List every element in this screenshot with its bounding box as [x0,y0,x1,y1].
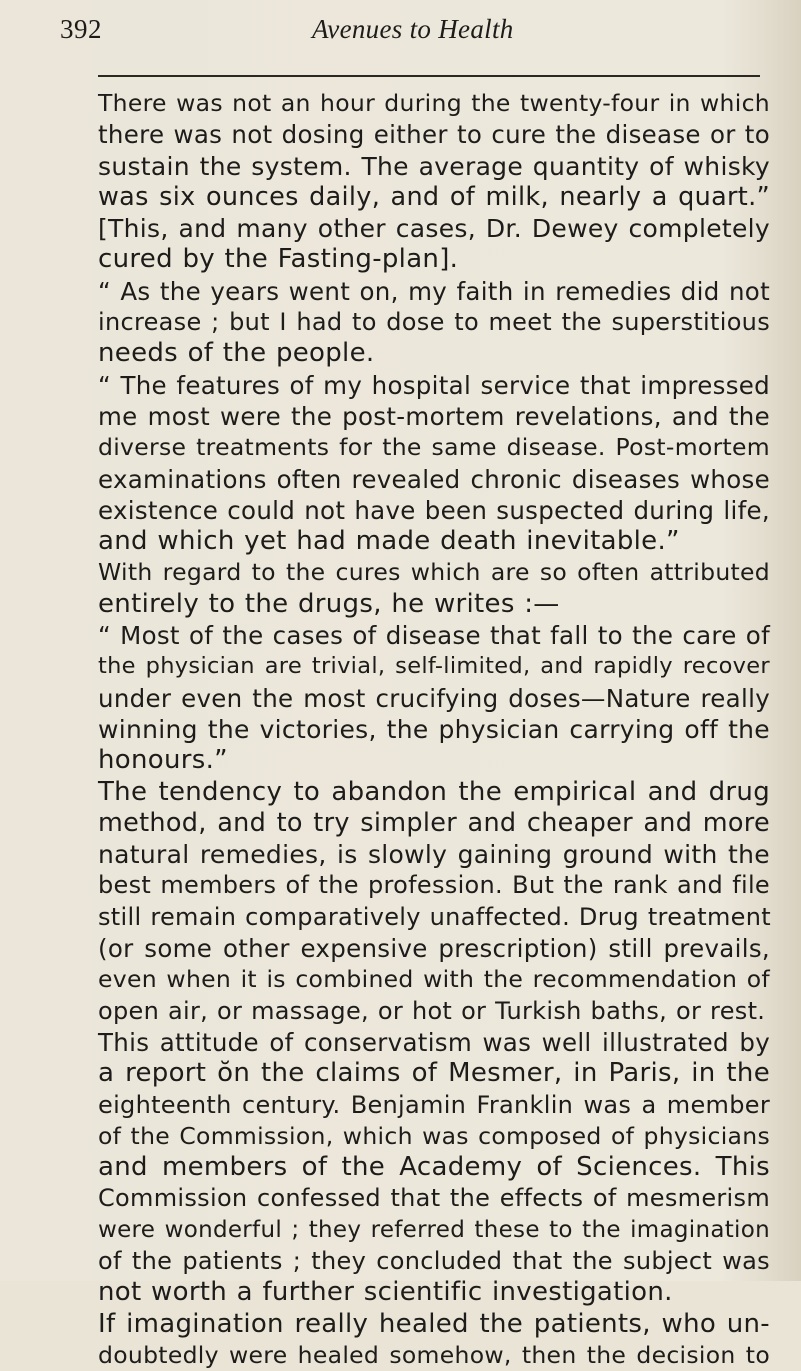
text-line: “ The features of my hospital service that impressed [98,370,770,400]
text-line: of the patients ; they concluded that the subject was [98,1246,770,1275]
text-line: were wonderful ; they referred these to the imagination [98,1216,770,1243]
text-line: increase ; but I had to dose to meet the superstitious [98,308,770,337]
text-line: If imagination really healed the patients, who un- [98,1308,770,1339]
text-line: me most were the post-mortem revelations, and the [98,401,770,431]
body-text [98,88,770,1371]
text-line: eighteenth century. Benjamin Franklin was a member [98,1090,770,1119]
text-line: examinations often revealed chronic diseases whose [98,464,770,494]
text-line: This attitude of conservatism was well illustrated by [98,1027,770,1057]
text-line: cured by the Fasting-plan]. [98,244,459,275]
header-rule [98,75,760,77]
page-header [60,14,760,54]
text-line: natural remedies, is slowly gaining ground with the [98,840,770,870]
text-line: not worth a further scientific investigation. [98,1277,673,1308]
text-line: needs of the people. [98,338,375,369]
running-head: Avenues to Health [312,14,514,44]
text-line: honours.” [98,745,228,776]
text-line: The tendency to abandon the empirical and drug [98,776,770,807]
text-line: under even the most crucifying doses—Nature really [98,683,770,713]
text-line: Commission confessed that the effects of mesmerism [98,1184,770,1213]
text-line: There was not an hour during the twenty-four in which [98,89,770,117]
text-line: With regard to the cures which are so often attributed [98,558,770,587]
text-line: and which yet had made death inevitable.” [98,526,680,557]
text-line: (or some other expensive prescription) still prevails, [98,934,770,964]
text-line: winning the victories, the physician carrying off the [98,714,770,744]
text-line: existence could not have been suspected during life, [98,495,770,525]
text-line: “ Most of the cases of disease that fall to the care of [98,621,770,651]
text-line: best members of the profession. But the rank and file [98,871,770,900]
text-line: open air, or massage, or hot or Turkish baths, or rest. [98,996,766,1025]
text-line: method, and to try simpler and cheaper and more [98,807,770,838]
text-line: sustain the system. The average quantity of whisky [98,151,770,181]
text-line: was six ounces daily, and of milk, nearly a quart.” [98,181,770,212]
text-line: diverse treatments for the same disease. Post-mortem [98,433,770,462]
text-line: a report ŏn the claims of Mesmer, in Paris, in the [98,1058,770,1089]
text-line: and members of the Academy of Sciences. This [98,1152,770,1183]
text-line: of the Commission, which was composed of physicians [98,1121,770,1150]
text-line: still remain comparatively unaffected. Drug treatment [98,902,771,931]
text-line: doubtedly were healed somehow, then the decision to [98,1340,770,1369]
text-line: even when it is combined with the recommendation of [98,965,770,994]
page-number: 392 [60,14,102,44]
text-line: [This, and many other cases, Dr. Dewey completely [98,214,770,244]
text-line: the physician are trivial, self-limited, and rapidly recover [98,653,770,680]
text-line: entirely to the drugs, he writes :— [98,588,560,619]
text-line: there was not dosing either to cure the disease or to [98,120,770,150]
text-line: “ As the years went on, my faith in remedies did not [98,276,770,306]
